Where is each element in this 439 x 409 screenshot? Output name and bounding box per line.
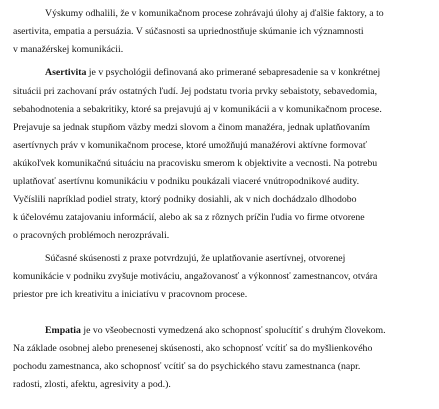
text-line: sebahodnotenia a sebakritiky, ktoré sa prejavujú aj v komunikácii a v komunikačnom procese. — [13, 104, 382, 115]
text-line: Asertivita je v psychológii definovaná ako primerané sebapresadenie sa v konkrétnej — [45, 67, 381, 78]
text-line: akúkoľvek komunikačnú situáciu na pracovisku smerom k objektivite a vecnosti. Na potrebu — [13, 158, 378, 169]
text-line: Prejavuje sa jednak stupňom väzby medzi slovom a činom manažéra, jednak uplatňovaním — [13, 122, 370, 133]
text-line: asertívnych práv v komunikačnom procese, ktoré umožňujú manažérovi aktívne formovať — [13, 140, 368, 151]
empatia-term: Empatia — [45, 325, 81, 336]
text-line: Vyčíslili napríklad podiel straty, ktorý podniky dosiahli, ak v nich dochádzalo dlhodobo — [13, 194, 357, 205]
asertivita-term: Asertivita — [45, 67, 87, 78]
text-line: Na základe osobnej alebo prenesenej skúsenosti, ako schopnosť vcítiť sa do myšlienkového — [13, 343, 373, 354]
text-line: Výskumy odhalili, že v komunikačnom procese zohrávajú úlohy aj ďalšie faktory, a to — [45, 8, 384, 19]
text-line: k účelovému zatajovaniu informácií, alebo ak sa z rôznych príčin ľudia vo firme otvorene — [13, 212, 365, 223]
text-line: radosti, zlosti, afektu, agresivity a pod.). — [13, 379, 171, 390]
text-line: v manažérskej komunikácii. — [13, 44, 124, 55]
text-line: uplatňovať asertívnu komunikáciu v podniku poukázali viaceré vnútropodnikové audity. — [13, 176, 360, 187]
text-line: pochodu zamestnanca, ako schopnosť vcítiť sa do psychického stavu zamestnanca (napr. — [13, 361, 361, 372]
text-line: situácii pri zachovaní práv ostatných ľudí. Jej podstatu tvoria prvky sebaistoty, sebavedomia, — [13, 86, 378, 97]
text-line: Súčasné skúsenosti z praxe potvrdzujú, že uplatňovanie asertívnej, otvorenej — [45, 253, 346, 264]
text-line: priestor pre ich kreativitu a iniciatívu v pracovnom procese. — [13, 289, 248, 300]
text-line: komunikácie v podniku zvyšuje motiváciu, angažovanosť a výkonnosť zamestnancov, otvára — [13, 271, 378, 282]
text-line: asertivita, empatia a persuázia. V súčasnosti sa upriednostňuje skúmanie ich významnosti — [13, 26, 364, 37]
text-line: Empatia je vo všeobecnosti vymedzená ako schopnosť spolucítiť s druhým človekom. — [45, 325, 386, 336]
text-line: o pracovných problémoch nerozprávali. — [13, 230, 170, 241]
